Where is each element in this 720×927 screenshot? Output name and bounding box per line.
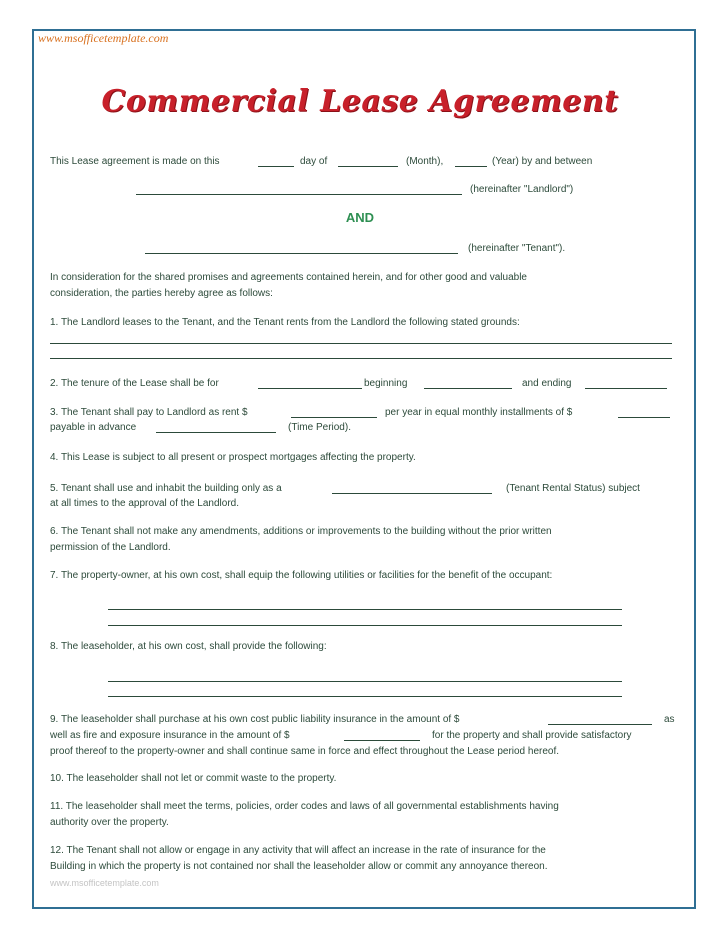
blank-installment xyxy=(618,417,670,418)
consideration-text: consideration, the parties hereby agree as follows: xyxy=(50,288,273,299)
clause-5: 5. Tenant shall use and inhabit the building only as a xyxy=(50,483,282,494)
intro-text: This Lease agreement is made on this xyxy=(50,156,220,167)
blank-begin-date xyxy=(424,388,512,389)
blank-landlord-name xyxy=(136,194,462,195)
and-heading: AND xyxy=(345,210,375,225)
blank-day xyxy=(258,166,294,167)
blank-grounds xyxy=(50,343,672,344)
clause-3: per year in equal monthly installments of $ xyxy=(385,407,573,418)
clause-5: (Tenant Rental Status) subject xyxy=(506,483,640,494)
clause-9: well as fire and exposure insurance in the amount of $ xyxy=(50,730,290,741)
clause-6: permission of the Landlord. xyxy=(50,542,171,553)
clause-8: 8. The leaseholder, at his own cost, shall provide the following: xyxy=(50,641,327,652)
tenant-label: (hereinafter "Tenant"). xyxy=(468,243,566,254)
blank-liability-amount xyxy=(548,724,652,725)
blank-month xyxy=(338,166,398,167)
blank-rental-status xyxy=(332,493,492,494)
clause-11: 11. The leaseholder shall meet the terms, policies, order codes and laws of all governmental establishments having xyxy=(50,801,559,812)
clause-2: and ending xyxy=(522,378,572,389)
clause-5: at all times to the approval of the Landlord. xyxy=(50,498,240,509)
intro-text: (Year) by and between xyxy=(492,156,593,167)
blank-tenure xyxy=(258,388,362,389)
clause-6: 6. The Tenant shall not make any amendments, additions or improvements to the building without the prior written xyxy=(50,526,552,537)
clause-12: 12. The Tenant shall not allow or engage in any activity that will affect an increase in the rate of insurance for the xyxy=(50,845,546,856)
landlord-label: (hereinafter "Landlord") xyxy=(470,184,574,195)
blank-utilities xyxy=(108,625,622,626)
clause-9: proof thereof to the property-owner and shall continue same in force and effect throughout the Lease period hereof. xyxy=(50,746,560,757)
blank-end-date xyxy=(585,388,667,389)
blank-fire-amount xyxy=(344,740,420,741)
watermark-text: www.msofficetemplate.com xyxy=(50,878,159,888)
blank-year xyxy=(455,166,487,167)
clause-4: 4. This Lease is subject to all present or prospect mortgages affecting the property. xyxy=(50,452,416,463)
clause-12: Building in which the property is not contained nor shall the leaseholder allow or commit any annoyance thereon. xyxy=(50,861,548,872)
blank-provisions xyxy=(108,681,622,682)
blank-utilities xyxy=(108,609,622,610)
clause-3: (Time Period). xyxy=(288,422,351,433)
site-url[interactable]: www.msofficetemplate.com xyxy=(38,31,169,45)
clause-9: for the property and shall provide satisfactory xyxy=(432,730,632,741)
clause-3: 3. The Tenant shall pay to Landlord as rent $ xyxy=(50,407,248,418)
consideration-text: In consideration for the shared promises and agreements contained herein, and for other good and valuable xyxy=(50,272,527,283)
clause-3: payable in advance xyxy=(50,422,137,433)
intro-text: day of xyxy=(300,156,328,167)
blank-rent xyxy=(291,417,377,418)
blank-tenant-name xyxy=(145,253,458,254)
clause-9: as xyxy=(664,714,675,725)
clause-1: 1. The Landlord leases to the Tenant, and the Tenant rents from the Landlord the following stated grounds: xyxy=(50,317,520,328)
clause-10: 10. The leaseholder shall not let or commit waste to the property. xyxy=(50,773,337,784)
clause-7: 7. The property-owner, at his own cost, shall equip the following utilities or facilities for the benefit of the occupant: xyxy=(50,570,553,581)
blank-grounds xyxy=(50,358,672,359)
clause-9: 9. The leaseholder shall purchase at his own cost public liability insurance in the amount of $ xyxy=(50,714,460,725)
document-title: Commercial Lease Agreement xyxy=(101,84,619,119)
clause-2: beginning xyxy=(364,378,408,389)
clause-11: authority over the property. xyxy=(50,817,169,828)
blank-provisions xyxy=(108,696,622,697)
intro-text: (Month), xyxy=(406,156,444,167)
blank-time-period xyxy=(156,432,276,433)
clause-2: 2. The tenure of the Lease shall be for xyxy=(50,378,219,389)
